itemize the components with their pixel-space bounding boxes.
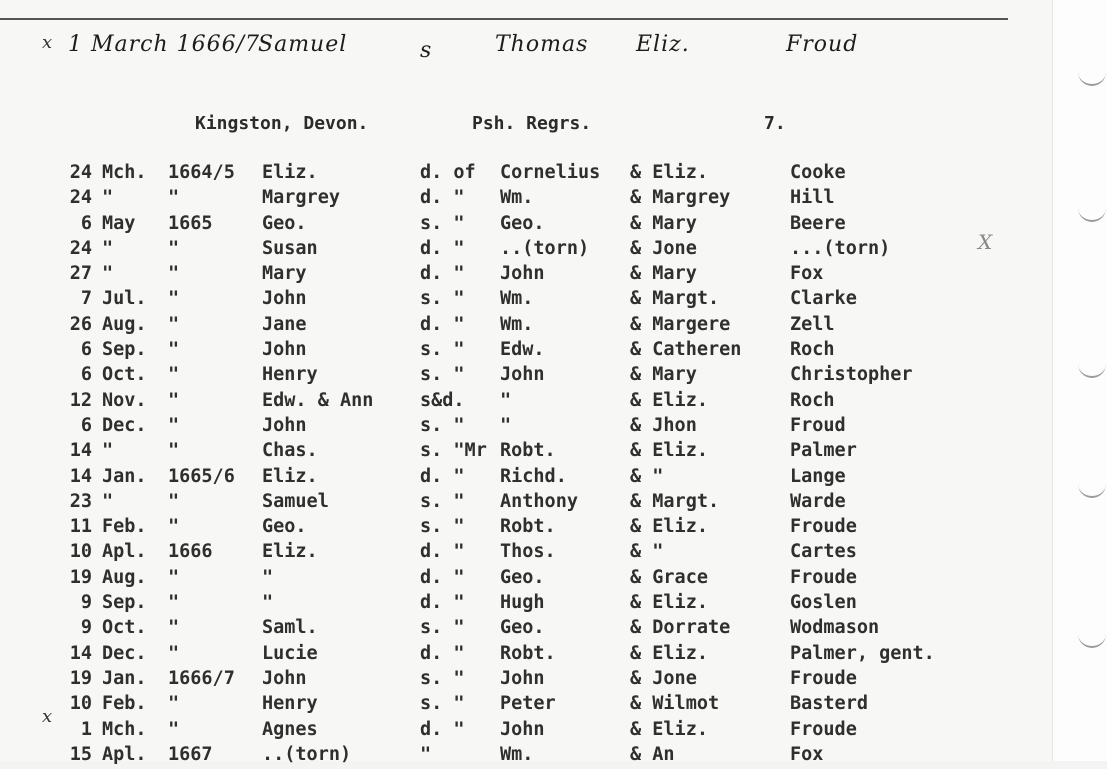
entry-child: Eliz.: [262, 465, 318, 487]
entry-month: Mch.: [102, 162, 147, 183]
handwritten-child: Samuel: [258, 32, 348, 57]
entry-child: ": [262, 592, 274, 614]
entry-child: Henry: [262, 693, 318, 715]
entry-father: Hugh: [500, 592, 545, 614]
handwritten-mother: Eliz.: [636, 32, 690, 57]
entry-day: 6: [80, 212, 92, 234]
entry-child: Jane: [262, 313, 307, 335]
entry-relation: d. ": [420, 187, 465, 209]
register-entry-row: [0, 162, 1000, 187]
entry-surname: Warde: [790, 490, 846, 512]
entry-surname: Froude: [790, 667, 857, 689]
entry-surname: Wodmason: [790, 617, 880, 639]
entry-mother: & Mary: [630, 364, 697, 386]
entry-mother: & Margere: [630, 313, 731, 335]
entry-surname: Roch: [790, 339, 835, 361]
entry-mother: & Jhon: [630, 414, 697, 436]
entry-father: Wm.: [500, 313, 534, 335]
entry-child: Mary: [262, 263, 307, 285]
entry-day: 14: [69, 465, 92, 487]
entry-father: ": [500, 414, 512, 436]
entry-father: Edw.: [500, 339, 545, 361]
entry-year: ": [168, 592, 180, 614]
entry-father: Wm.: [500, 743, 534, 765]
entry-mother: & ": [630, 465, 664, 487]
entry-day: 10: [69, 693, 92, 715]
entry-year: ": [168, 389, 180, 411]
entry-relation: s. ": [420, 667, 465, 689]
entry-father: Wm.: [500, 187, 534, 209]
entry-day: 1: [80, 718, 92, 740]
entry-mother: & ": [630, 541, 664, 563]
entry-surname: ...(torn): [790, 237, 891, 259]
entry-month: May: [102, 212, 136, 234]
entry-father: Geo.: [500, 566, 545, 588]
entry-day: 27: [69, 263, 92, 285]
entry-day: 6: [80, 414, 92, 436]
entry-father: Richd.: [500, 465, 567, 487]
heading-place: Kingston, Devon.: [195, 113, 369, 134]
entry-surname: Lange: [790, 465, 846, 487]
entry-father: Anthony: [500, 490, 578, 512]
entry-surname: Cartes: [790, 541, 857, 563]
entry-year: ": [168, 440, 180, 462]
entry-surname: Goslen: [790, 592, 857, 614]
register-entry-row: [0, 238, 1000, 263]
register-entry-row: [0, 390, 1000, 415]
entry-relation: d. ": [420, 313, 465, 335]
entry-child: John: [262, 414, 307, 436]
entry-year: ": [168, 516, 180, 538]
entry-day: 15: [69, 743, 92, 765]
entry-surname: Roch: [790, 389, 835, 411]
entry-day: 9: [80, 617, 92, 639]
entry-mother: & Eliz.: [630, 718, 708, 740]
entry-month: ": [102, 490, 114, 512]
entry-surname: Froude: [790, 516, 857, 538]
entry-relation: s. ": [420, 288, 465, 310]
register-entry-row: [0, 213, 1000, 238]
entry-father: ": [500, 389, 512, 411]
entry-father: John: [500, 718, 545, 740]
register-entry-row: [0, 668, 1000, 693]
entry-surname: Palmer, gent.: [790, 642, 935, 664]
entry-month: Nov.: [102, 389, 147, 411]
entry-relation: s. "Mr: [420, 440, 487, 462]
entry-mother: & Eliz.: [630, 389, 708, 411]
entry-year: 1667: [168, 743, 213, 765]
entry-surname: Froude: [790, 718, 857, 740]
entry-day: 11: [69, 516, 92, 538]
entry-mother: & Jone: [630, 237, 697, 259]
entry-day: 9: [80, 592, 92, 614]
entry-child: John: [262, 288, 307, 310]
entry-surname: Fox: [790, 263, 824, 285]
entry-child: ": [262, 566, 274, 588]
entry-child: Samuel: [262, 490, 329, 512]
entry-mother: & Eliz.: [630, 592, 708, 614]
entry-child: Geo.: [262, 516, 307, 538]
entry-surname: Cooke: [790, 162, 846, 183]
entry-year: 1665/6: [168, 465, 235, 487]
entry-child: Edw. & Ann: [262, 389, 374, 411]
entry-day: 19: [69, 566, 92, 588]
handwritten-father: Thomas: [495, 32, 589, 57]
register-entry-row: [0, 440, 1000, 465]
entry-month: Mch.: [102, 718, 147, 740]
entry-child: Saml.: [262, 617, 318, 639]
entry-year: ": [168, 313, 180, 335]
entry-day: 24: [69, 237, 92, 259]
entry-month: Apl.: [102, 541, 147, 563]
entry-year: ": [168, 642, 180, 664]
entry-day: 14: [69, 440, 92, 462]
entry-surname: Fox: [790, 743, 824, 765]
entry-year: ": [168, 693, 180, 715]
entry-relation: d. ": [420, 592, 465, 614]
handwritten-marker: x: [42, 32, 53, 53]
entry-month: Aug.: [102, 313, 147, 335]
entry-month: Sep.: [102, 339, 147, 361]
entry-father: Robt.: [500, 642, 556, 664]
entry-mother: & Mary: [630, 263, 697, 285]
entry-child: John: [262, 339, 307, 361]
entry-child: Agnes: [262, 718, 318, 740]
entry-surname: Basterd: [790, 693, 868, 715]
entry-month: ": [102, 263, 114, 285]
entry-year: ": [168, 288, 180, 310]
entry-relation: d. ": [420, 566, 465, 588]
entry-mother: & Margrey: [630, 187, 731, 209]
handwritten-date: 1 March 1666/7: [68, 32, 261, 57]
entry-relation: d. ": [420, 642, 465, 664]
entry-mother: & Eliz.: [630, 440, 708, 462]
entry-mother: & Wilmot: [630, 693, 720, 715]
entry-surname: Froude: [790, 566, 857, 588]
register-entry-row: [0, 516, 1000, 541]
entry-day: 6: [80, 364, 92, 386]
entry-day: 7: [80, 288, 92, 310]
register-entries: [0, 162, 1000, 769]
entry-relation: s. ": [420, 693, 465, 715]
entry-mother: & Mary: [630, 212, 697, 234]
entry-surname: Palmer: [790, 440, 857, 462]
entry-day: 24: [69, 187, 92, 209]
entry-month: Sep.: [102, 592, 147, 614]
entry-year: ": [168, 566, 180, 588]
entry-mother: & Catheren: [630, 339, 742, 361]
right-margin-mark: X: [978, 230, 993, 254]
entry-year: 1665: [168, 212, 213, 234]
entry-mother: & Eliz.: [630, 162, 708, 183]
handwritten-surname: Froud: [786, 32, 859, 57]
entry-month: Jan.: [102, 465, 147, 487]
entry-mother: & An: [630, 743, 675, 765]
entry-child: Margrey: [262, 187, 340, 209]
entry-month: ": [102, 187, 114, 209]
entry-mother: & Eliz.: [630, 516, 708, 538]
entry-year: ": [168, 263, 180, 285]
entry-mother: & Grace: [630, 566, 708, 588]
entry-year: ": [168, 617, 180, 639]
entry-year: 1664/5: [168, 162, 235, 183]
entry-month: ": [102, 440, 114, 462]
entry-father: Robt.: [500, 516, 556, 538]
entry-year: ": [168, 339, 180, 361]
entry-child: Eliz.: [262, 162, 318, 183]
entry-father: ..(torn): [500, 237, 590, 259]
entry-day: 24: [69, 162, 92, 183]
entry-father: John: [500, 667, 545, 689]
register-entry-row: [0, 187, 1000, 212]
entry-surname: Christopher: [790, 364, 913, 386]
register-entry-row: [0, 466, 1000, 491]
entry-child: Henry: [262, 364, 318, 386]
entry-year: ": [168, 414, 180, 436]
register-entry-row: [0, 541, 1000, 566]
entry-child: ..(torn): [262, 743, 352, 765]
entry-mother: & Eliz.: [630, 642, 708, 664]
entry-relation: d. ": [420, 541, 465, 563]
entry-father: Geo.: [500, 617, 545, 639]
entry-year: ": [168, 237, 180, 259]
register-entry-row: [0, 339, 1000, 364]
register-entry-row: [0, 364, 1000, 389]
entry-year: 1666/7: [168, 667, 235, 689]
entry-day: 23: [69, 490, 92, 512]
entry-child: Susan: [262, 237, 318, 259]
entry-day: 12: [69, 389, 92, 411]
entry-month: Oct.: [102, 364, 147, 386]
entry-day: 6: [80, 339, 92, 361]
register-entry-row: [0, 617, 1000, 642]
heading-page-number: 7.: [764, 113, 786, 134]
entry-month: Feb.: [102, 693, 147, 715]
entry-month: Aug.: [102, 566, 147, 588]
entry-relation: d. ": [420, 465, 465, 487]
binder-margin: [1052, 0, 1107, 761]
entry-year: ": [168, 490, 180, 512]
entry-father: Peter: [500, 693, 556, 715]
entry-relation: d. of: [420, 162, 476, 183]
entry-mother: & Jone: [630, 667, 697, 689]
entry-month: Dec.: [102, 414, 147, 436]
entry-surname: Froud: [790, 414, 846, 436]
entry-relation: s. ": [420, 490, 465, 512]
entry-surname: Clarke: [790, 288, 857, 310]
entry-month: Jul.: [102, 288, 147, 310]
entry-surname: Hill: [790, 187, 835, 209]
register-entry-row: [0, 567, 1000, 592]
entry-mother: & Margt.: [630, 288, 720, 310]
entry-mother: & Dorrate: [630, 617, 731, 639]
entry-child: John: [262, 667, 307, 689]
entry-day: 14: [69, 642, 92, 664]
entry-year: ": [168, 364, 180, 386]
register-entry-row: [0, 314, 1000, 339]
entry-relation: d. ": [420, 237, 465, 259]
entry-month: Jan.: [102, 667, 147, 689]
entry-relation: d. ": [420, 718, 465, 740]
entry-mother: & Margt.: [630, 490, 720, 512]
entry-day: 10: [69, 541, 92, 563]
handwritten-relation: s: [420, 38, 433, 63]
entry-day: 19: [69, 667, 92, 689]
entry-year: 1666: [168, 541, 213, 563]
entry-child: Lucie: [262, 642, 318, 664]
register-entry-row: [0, 693, 1000, 718]
register-entry-row: [0, 592, 1000, 617]
heading-register: Psh. Regrs.: [472, 113, 592, 134]
entry-relation: d. ": [420, 263, 465, 285]
entry-child: Eliz.: [262, 541, 318, 563]
entry-year: ": [168, 187, 180, 209]
entry-father: John: [500, 263, 545, 285]
entry-relation: s&d.: [420, 389, 465, 411]
left-margin-mark: x: [42, 706, 53, 727]
entry-surname: Beere: [790, 212, 846, 234]
entry-day: 26: [69, 313, 92, 335]
entry-child: Chas.: [262, 440, 318, 462]
entry-father: Wm.: [500, 288, 534, 310]
entry-relation: s. ": [420, 212, 465, 234]
entry-relation: s. ": [420, 414, 465, 436]
register-entry-row: [0, 415, 1000, 440]
entry-father: Geo.: [500, 212, 545, 234]
entry-relation: s. ": [420, 364, 465, 386]
entry-father: John: [500, 364, 545, 386]
entry-month: Feb.: [102, 516, 147, 538]
entry-month: ": [102, 237, 114, 259]
register-entry-row: [0, 288, 1000, 313]
entry-relation: s. ": [420, 617, 465, 639]
register-entry-row: [0, 744, 1000, 769]
entry-surname: Zell: [790, 313, 835, 335]
entry-relation: s. ": [420, 339, 465, 361]
top-rule: [0, 18, 1008, 20]
entry-month: Apl.: [102, 743, 147, 765]
register-entry-row: [0, 491, 1000, 516]
register-entry-row: [0, 643, 1000, 668]
entry-relation: s. ": [420, 516, 465, 538]
register-entry-row: [0, 263, 1000, 288]
entry-child: Geo.: [262, 212, 307, 234]
entry-father: Thos.: [500, 541, 556, 563]
entry-father: Cornelius: [500, 162, 601, 183]
entry-month: Oct.: [102, 617, 147, 639]
entry-relation: ": [420, 743, 432, 765]
entry-father: Robt.: [500, 440, 556, 462]
entry-month: Dec.: [102, 642, 147, 664]
entry-year: ": [168, 718, 180, 740]
register-entry-row: [0, 719, 1000, 744]
